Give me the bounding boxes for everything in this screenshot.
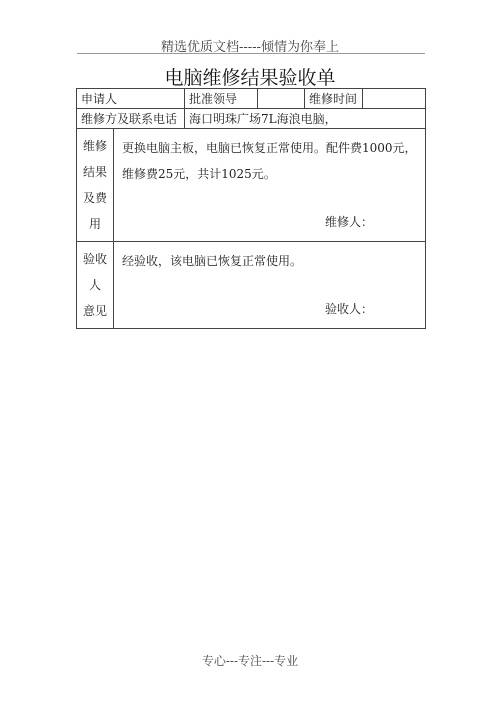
repairer-sign-label: 维修人： — [325, 215, 374, 229]
contact-value[interactable]: 海口明珠广场7L海浪电脑， — [185, 109, 426, 129]
form-row-applicant — [77, 89, 426, 109]
form-row-acceptance — [77, 242, 426, 329]
result-text: 更换电脑主板，电脑已恢复正常使用。配件费1000元，维修费25元，共计1025元。 — [122, 141, 417, 181]
acceptance-label — [77, 242, 114, 329]
acceptance-label-line: 人 — [88, 278, 101, 292]
header-divider — [77, 53, 425, 54]
result-label-line: 及费 — [82, 191, 107, 205]
applicant-cell — [77, 89, 185, 109]
acceptance-form — [76, 88, 426, 329]
result-label-line: 结果 — [82, 165, 107, 179]
page-title: 电脑维修结果验收单 — [164, 67, 336, 89]
result-label — [77, 129, 114, 242]
result-label-line: 维修 — [82, 139, 107, 153]
acceptance-label-line: 验收 — [82, 252, 107, 266]
acceptance-label-line: 意见 — [82, 304, 107, 318]
approver-value[interactable] — [258, 89, 305, 109]
result-content[interactable] — [114, 129, 426, 242]
result-label-line: 用 — [88, 217, 101, 231]
repair-time-value[interactable] — [363, 89, 426, 109]
repair-time-label: 维修时间 — [305, 89, 363, 109]
acceptance-text: 经验收，该电脑已恢复正常使用。 — [122, 254, 303, 268]
approver-label: 批准领导 — [185, 89, 258, 109]
acceptance-content[interactable] — [114, 242, 426, 329]
applicant-label: 申请人 — [81, 92, 118, 106]
acceptor-sign-label: 验收人： — [325, 302, 374, 316]
form-row-contact — [77, 109, 426, 129]
document-footer: 专心---专注---专业 — [201, 654, 299, 668]
form-row-result — [77, 129, 426, 242]
document-header: 精选优质文档-----倾情为你奉上 — [161, 40, 339, 55]
contact-label: 维修方及联系电话 — [77, 109, 185, 129]
